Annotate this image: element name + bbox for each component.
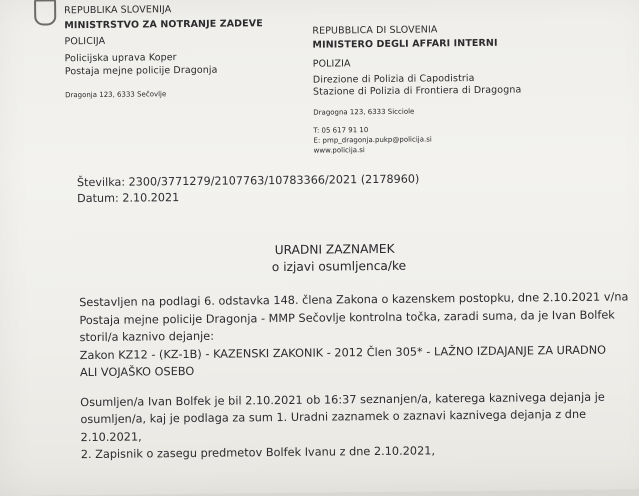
body-line: 2.10.2021, xyxy=(80,429,142,444)
body-line: osumljen/a, kaj je podlaga za sum 1. Uradni zaznamek o zaznavi kaznivega dejanja z dne xyxy=(80,407,587,427)
email-address: E: pmp_dragonja.pukp@policija.si xyxy=(313,135,432,145)
letterhead-sl-address: Dragonja 123, 6333 Sečovlje xyxy=(65,90,167,100)
letterhead-it-police: POLIZIA xyxy=(312,58,351,70)
body-line: Zakon KZ12 - (KZ-1B) - KAZENSKI ZAKONIK - 2012 Člen 305* - LAŽNO IZDAJANJE ZA URADNO xyxy=(79,343,607,362)
document-number: Številka: 2300/3771279/2107763/10783366/2021 (2178960) xyxy=(76,172,420,190)
letterhead-it-directorate: Direzione di Polizia di Capodistria xyxy=(312,72,475,86)
letterhead-sl-directorate: Policijska uprava Koper xyxy=(64,52,177,65)
body-line: Sestavljen na podlagi 6. odstavka 148. člena Zakona o kazenskem postopku, dne 2.10.2021 v/na xyxy=(79,290,629,310)
body-line: ALI VOJAŠKO OSEBO xyxy=(79,364,195,380)
body-line: 2. Zapisnik o zasegu predmetov Bolfek Ivanu z dne 2.10.2021, xyxy=(80,444,436,462)
coat-of-arms-icon xyxy=(34,0,56,26)
letterhead-it-station: Stazione di Polizia di Frontiera di Dragogna xyxy=(312,84,522,98)
letterhead-sl-line1: REPUBLIKA SLOVENIJA xyxy=(64,4,172,17)
body-line: Osumljen/a Ivan Bolfek je bil 2.10.2021 ob 16:37 seznanjen/a, katerega kaznivega dejanja je xyxy=(80,390,605,409)
letterhead-sl-ministry: MINISTRSTVO ZA NOTRANJE ZADEVE xyxy=(64,18,263,32)
letterhead-it-ministry: MINISTERO DEGLI AFFARI INTERNI xyxy=(312,37,498,51)
document-title: URADNI ZAZNAMEK xyxy=(274,241,395,258)
body-line: Postaja mejne policije Dragonja - MMP Sečovlje kontrolna točka, zaradi suma, da je Ivan Bolfek xyxy=(79,308,615,327)
document-body xyxy=(79,288,630,463)
letterhead-sl-police: POLICIJA xyxy=(64,35,106,48)
document-subtitle: o izjavi osumljenca/ke xyxy=(271,258,407,275)
letterhead-sl-station: Postaja mejne policije Dragonja xyxy=(64,64,218,78)
document-date: Datum: 2.10.2021 xyxy=(77,191,180,206)
phone-number: T: 05 617 91 10 xyxy=(313,126,369,135)
letterhead-it-address: Dragogna 123, 6333 Sicciole xyxy=(313,107,415,117)
letterhead-it-line1: REPUBBLICA DI SLOVENIA xyxy=(312,24,438,37)
body-line: storil/a kaznivo dejanje: xyxy=(79,329,215,345)
website: www.policija.si xyxy=(313,146,365,155)
